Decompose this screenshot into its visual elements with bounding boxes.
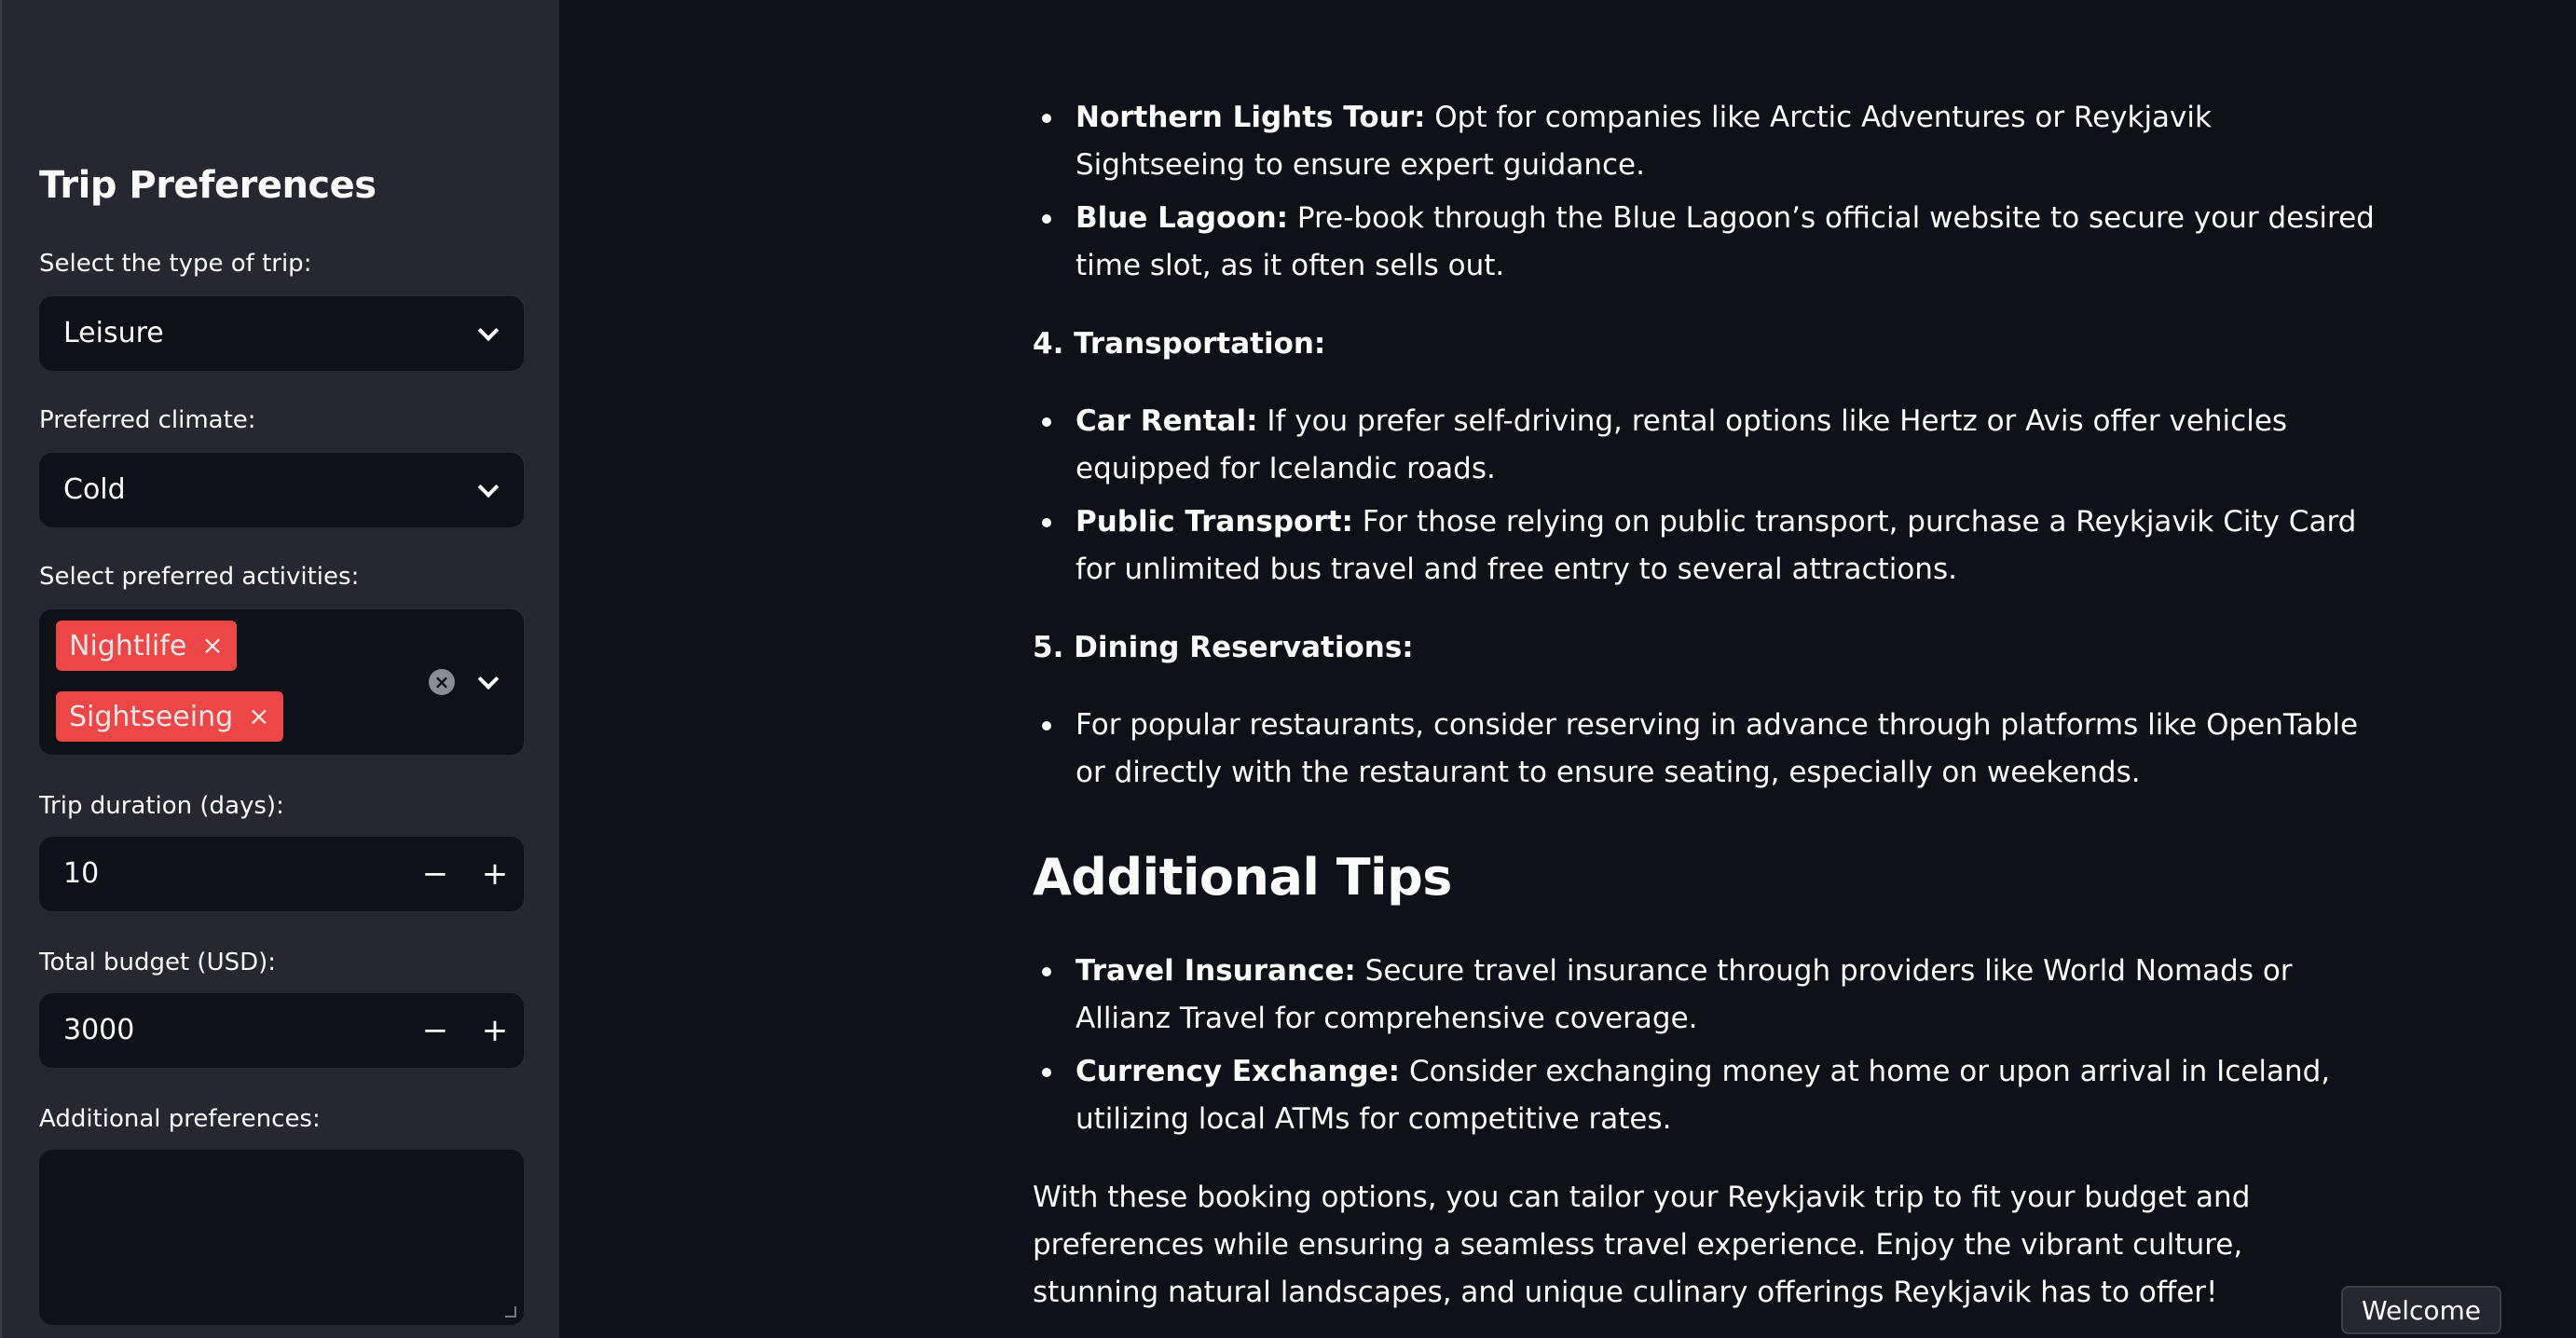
- bullet-text: Consider exchanging money at home or upon arrival in Iceland, utilizing local ATMs for competitive rates.: [1076, 1055, 2331, 1136]
- additional-preferences-label: Additional preferences:: [39, 1105, 321, 1133]
- climate-label: Preferred climate:: [39, 406, 256, 434]
- closing-paragraph: With these booking options, you can tailor your Reykjavik trip to fit your budget and preferences while ensuring a seamless travel experience. Enjoy the vibrant culture, stunning natural landscapes, and unique culinary offerings Reykjavik has to offer!: [1033, 1181, 2251, 1309]
- resize-handle-icon[interactable]: [505, 1306, 516, 1318]
- duration-input[interactable]: [39, 837, 524, 911]
- activities-multiselect[interactable]: [39, 609, 524, 755]
- decrement-button[interactable]: −: [421, 855, 449, 893]
- activities-label: Select preferred activities:: [39, 563, 360, 591]
- activity-tag-label: Nightlife: [69, 629, 187, 662]
- increment-button[interactable]: +: [481, 855, 509, 893]
- activity-tag-sightseeing: [56, 691, 283, 742]
- sidebar-title: Trip Preferences: [39, 164, 377, 207]
- budget-value: 3000: [63, 1014, 135, 1046]
- chevron-down-icon: [478, 476, 500, 498]
- list-item: [1076, 498, 2380, 594]
- bullet-bold: Blue Lagoon:: [1076, 201, 1289, 235]
- bullet-bold: Northern Lights Tour:: [1076, 101, 1426, 134]
- heading-additional-tips: Additional Tips: [1033, 848, 1452, 907]
- bullet-text: If you prefer self-driving, rental options like Hertz or Avis offer vehicles equipped for Icelandic roads.: [1076, 404, 2288, 485]
- bullet-text: Secure travel insurance through providers like World Nomads or Allianz Travel for comprehensive coverage.: [1076, 954, 2293, 1035]
- bullet-text: For popular restaurants, consider reserving in advance through platforms like OpenTable or directly with the restaurant to ensure seating, especially on weekends.: [1076, 708, 2359, 789]
- budget-input[interactable]: [39, 993, 524, 1068]
- list-item: [1076, 398, 2380, 493]
- bullet-bold: Travel Insurance:: [1076, 954, 1356, 988]
- list-item: [1076, 948, 2380, 1043]
- duration-value: 10: [63, 857, 100, 890]
- remove-tag-icon[interactable]: ×: [248, 701, 270, 731]
- activity-tag-label: Sightseeing: [69, 700, 234, 733]
- chevron-down-icon: [478, 320, 500, 341]
- bullet-text: Opt for companies like Arctic Adventures or Reykjavik Sightseeing to ensure expert guidance.: [1076, 101, 2212, 182]
- additional-preferences-textarea[interactable]: [39, 1150, 524, 1325]
- list-item: [1076, 702, 2380, 797]
- duration-label: Trip duration (days):: [39, 792, 284, 820]
- bullet-text: Pre-book through the Blue Lagoon’s official website to secure your desired time slot, as it often sells out.: [1076, 201, 2375, 282]
- list-item: [1076, 195, 2380, 290]
- clear-all-icon[interactable]: ×: [429, 669, 455, 695]
- welcome-badge[interactable]: Welcome: [2341, 1286, 2501, 1334]
- list-item: [1076, 94, 2380, 189]
- bullet-text: For those relying on public transport, purchase a Reykjavik City Card for unlimited bus travel and free entry to several attractions.: [1076, 505, 2357, 586]
- budget-label: Total budget (USD):: [39, 949, 277, 976]
- bullet-bold: Public Transport:: [1076, 505, 1353, 539]
- section-title-dining: 5. Dining Reservations:: [1033, 631, 1414, 664]
- climate-value: Cold: [63, 473, 126, 506]
- trip-type-select[interactable]: [39, 296, 524, 371]
- trip-type-value: Leisure: [63, 317, 164, 349]
- climate-select[interactable]: [39, 453, 524, 527]
- list-item: [1076, 1048, 2380, 1143]
- bullet-bold: Currency Exchange:: [1076, 1055, 1401, 1088]
- main-content: [559, 0, 2576, 1338]
- decrement-button[interactable]: −: [421, 1012, 449, 1049]
- section-title-transportation: 4. Transportation:: [1033, 327, 1326, 361]
- remove-tag-icon[interactable]: ×: [201, 630, 224, 661]
- chevron-down-icon[interactable]: [478, 668, 500, 689]
- sidebar: [0, 0, 559, 1338]
- increment-button[interactable]: +: [481, 1012, 509, 1049]
- activity-tag-nightlife: [56, 621, 237, 671]
- bullet-bold: Car Rental:: [1076, 404, 1258, 438]
- trip-type-label: Select the type of trip:: [39, 250, 312, 278]
